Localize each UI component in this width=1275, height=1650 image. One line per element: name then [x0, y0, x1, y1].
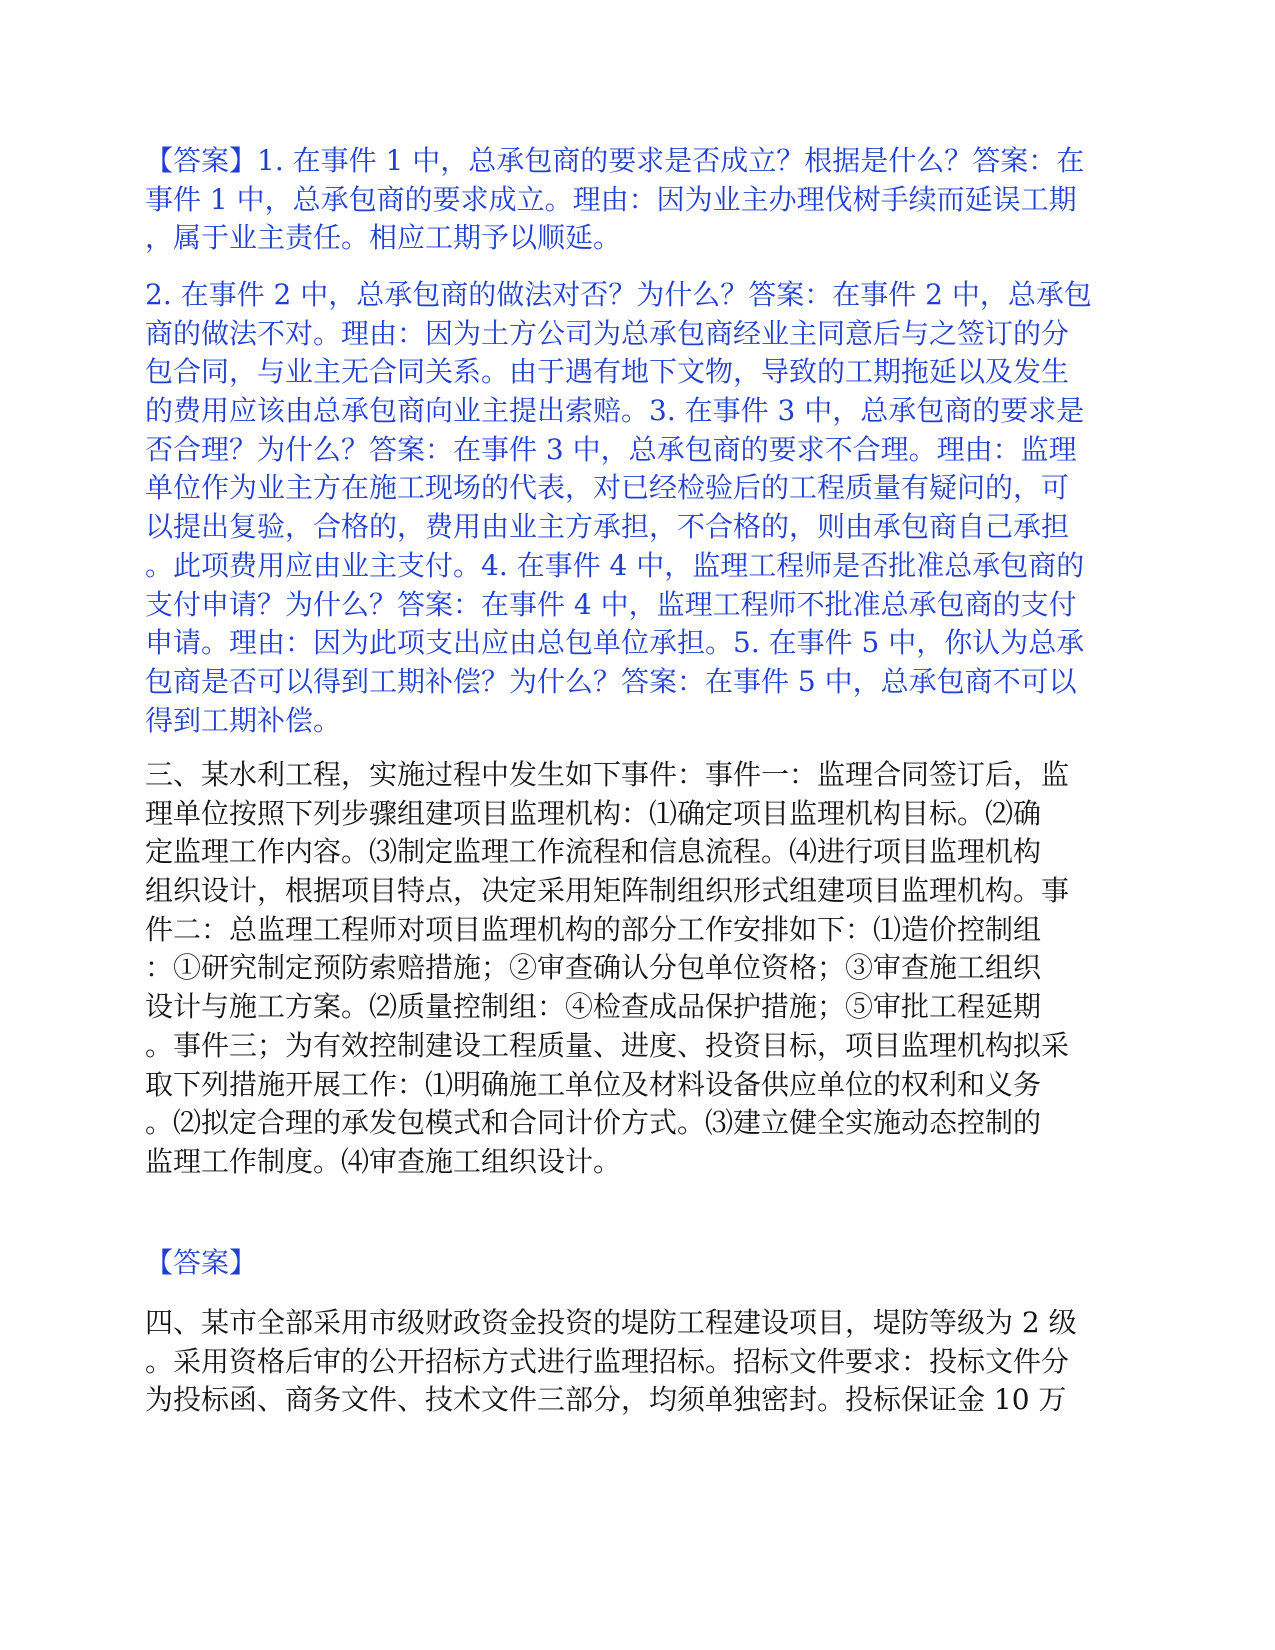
- text-line: 单位作为业主方在施工现场的代表，对已经检验后的工程质量有疑问的，可: [145, 471, 1070, 505]
- question-paragraph-4: [145, 1304, 1075, 1420]
- text-line: 为投标函、商务文件、技术文件三部分，均须单独密封。投标保证金 10 万: [145, 1383, 1067, 1417]
- answer-paragraph-2: [145, 276, 1092, 740]
- text-line: 监理工作制度。⑷审查施工组织设计。: [145, 1144, 622, 1178]
- answer-heading-3: [145, 1244, 1075, 1283]
- text-line: 组织设计，根据项目特点，决定采用矩阵制组织形式组建项目监理机构。事: [145, 874, 1070, 908]
- text-line: 【答案】1. 在事件 1 中，总承包商的要求是否成立？根据是什么？答案：在: [145, 144, 1085, 177]
- text-line: 否合理？为什么？答案：在事件 3 中，总承包商的要求不合理。理由：监理: [145, 432, 1077, 466]
- text-line: 事件 1 中，总承包商的要求成立。理由：因为业主办理伐树手续而延误工期: [145, 182, 1077, 216]
- text-line: 四、某市全部采用市级财政资金投资的堤防工程建设项目，堤防等级为 2 级: [145, 1306, 1077, 1339]
- text-line: 支付申请？为什么？答案：在事件 4 中，监理工程师不批准总承包商的支付: [145, 587, 1077, 621]
- text-line: 。采用资格后审的公开招标方式进行监理招标。招标文件要求：投标文件分: [145, 1344, 1070, 1378]
- text-line: 的费用应该由总承包商向业主提出索赔。3. 在事件 3 中，总承包商的要求是: [145, 394, 1085, 428]
- text-line: ，属于业主责任。相应工期予以顺延。: [145, 221, 622, 255]
- text-line: ：①研究制定预防索赔措施；②审查确认分包单位资格；③审查施工组织: [145, 951, 1042, 985]
- text-line: 得到工期补偿。: [145, 703, 342, 737]
- answer-paragraph-1: [145, 142, 1085, 258]
- text-line: 商的做法不对。理由：因为土方公司为总承包商经业主同意后与之签订的分: [145, 316, 1070, 350]
- text-line: 以提出复验，合格的，费用由业主方承担，不合格的，则由承包商自己承担: [145, 510, 1070, 544]
- text-line: 设计与施工方案。⑵质量控制组：④检查成品保护措施；⑤审批工程延期: [145, 990, 1042, 1024]
- text-line: 。此项费用应由业主支付。4. 在事件 4 中，监理工程师是否批准总承包商的: [145, 548, 1085, 582]
- text-line: 取下列措施开展工作：⑴明确施工单位及材料设备供应单位的权利和义务: [145, 1067, 1042, 1101]
- text-line: 三、某水利工程，实施过程中发生如下事件：事件一：监理合同签订后，监: [145, 758, 1070, 791]
- text-line: 2. 在事件 2 中，总承包商的做法对否？为什么？答案：在事件 2 中，总承包: [145, 278, 1092, 311]
- text-line: 。事件三；为有效控制建设工程质量、进度、投资目标，项目监理机构拟采: [145, 1028, 1070, 1062]
- text-line: 包合同，与业主无合同关系。由于遇有地下文物，导致的工期拖延以及发生: [145, 355, 1070, 389]
- text-line: 定监理工作内容。⑶制定监理工作流程和信息流程。⑷进行项目监理机构: [145, 835, 1042, 869]
- question-paragraph-3: [145, 756, 1075, 1182]
- text-line: 。⑵拟定合理的承发包模式和合同计价方式。⑶建立健全实施动态控制的: [145, 1106, 1042, 1140]
- text-line: 理单位按照下列步骤组建项目监理机构：⑴确定项目监理机构目标。⑵确: [145, 796, 1042, 830]
- text-line: 申请。理由：因为此项支出应由总包单位承担。5. 在事件 5 中，你认为总承: [145, 626, 1085, 660]
- text-line: 包商是否可以得到工期补偿？为什么？答案：在事件 5 中，总承包商不可以: [145, 664, 1077, 698]
- text-line: 【答案】: [145, 1246, 258, 1279]
- text-line: 件二：总监理工程师对项目监理机构的部分工作安排如下：⑴造价控制组: [145, 912, 1042, 946]
